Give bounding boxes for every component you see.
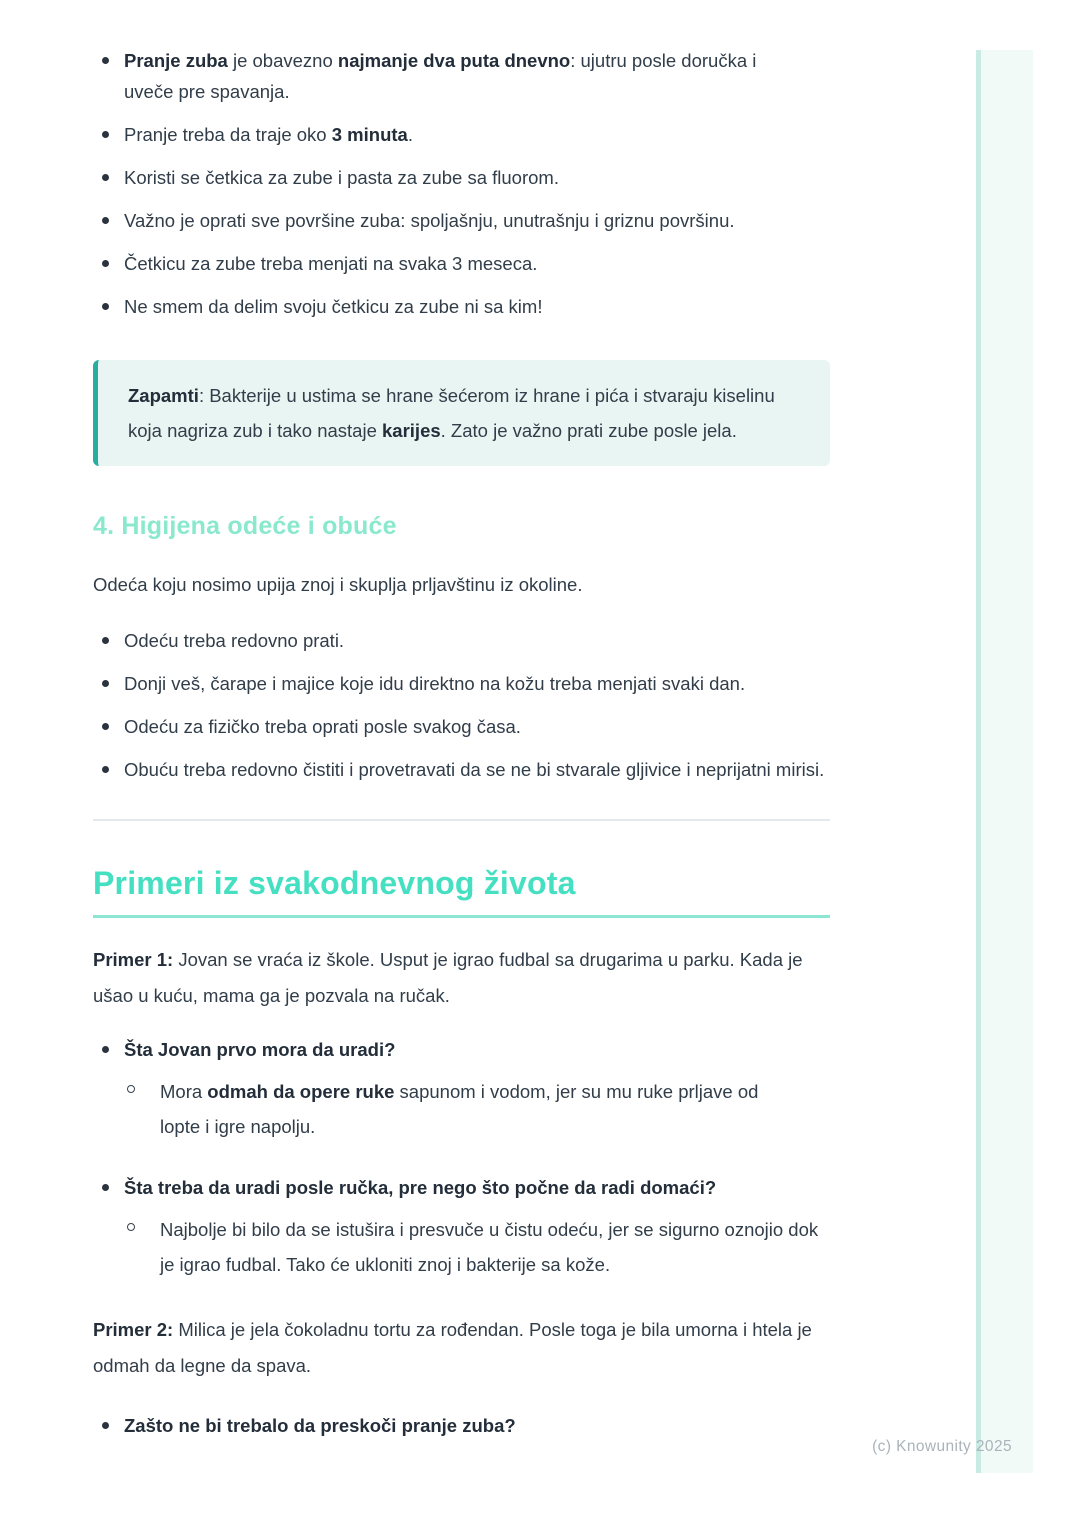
bullet-icon bbox=[102, 57, 109, 64]
bullet-icon bbox=[102, 1422, 109, 1429]
answer-list bbox=[124, 1074, 830, 1144]
primer2-text: Primer 2: Milica je jela čokoladnu tortu za rođendan. Posle toga je bila umorna i htela je odmah da legne da spava. bbox=[93, 1319, 812, 1376]
watermark-credit: (c) Knowunity 2025 bbox=[872, 1438, 1012, 1455]
bullet-icon bbox=[102, 217, 109, 224]
list-item bbox=[93, 248, 830, 279]
section-intro: Odeća koju nosimo upija znoj i skuplja prljavštinu iz okoline. bbox=[93, 574, 583, 595]
list-item bbox=[93, 119, 830, 150]
sub-bullet-icon bbox=[127, 1223, 135, 1231]
list-item-text: Koristi se četkica za zube i pasta za zube sa fluorom. bbox=[124, 167, 559, 188]
list-item bbox=[93, 668, 830, 699]
list-item-text: Odeću treba redovno prati. bbox=[124, 630, 345, 651]
list-item bbox=[93, 162, 830, 193]
list-item bbox=[93, 754, 830, 785]
bullet-icon bbox=[102, 637, 109, 644]
sub-bullet-icon bbox=[127, 1085, 135, 1093]
section-heading-higijena-odece: 4. Higijena odeće i obuće bbox=[93, 512, 397, 540]
primer2-paragraph bbox=[93, 1312, 830, 1384]
question-text: Šta Jovan prvo mora da uradi? bbox=[124, 1039, 396, 1060]
tooth-hygiene-list bbox=[93, 45, 830, 322]
callout-text: Zapamti: Bakterije u ustima se hrane šećerom iz hrane i pića i stvaraju kiselinu koja nagriza zub i tako nastaje karijes. Zato je važno prati zube posle jela. bbox=[128, 385, 775, 441]
zapamti-callout bbox=[93, 360, 830, 466]
question-item bbox=[93, 1410, 830, 1441]
document-content bbox=[93, 45, 830, 1441]
page-edge-accent-wash bbox=[981, 50, 1033, 1473]
list-item bbox=[93, 205, 830, 236]
list-item bbox=[93, 625, 830, 656]
bullet-icon bbox=[102, 766, 109, 773]
list-item-text: Pranje zuba je obavezno najmanje dva puta dnevno: ujutru posle doručka i uveče pre spavanja. bbox=[124, 50, 757, 102]
answer-text: Najbolje bi bilo da se istušira i presvuče u čistu odeću, jer se sigurno oznojio dok je igrao fudbal. Tako će ukloniti znoj i bakterije sa kože. bbox=[160, 1219, 819, 1275]
bullet-icon bbox=[102, 680, 109, 687]
list-item-text: Obuću treba redovno čistiti i provetravati da se ne bi stvarale gljivice i neprijatni mirisi. bbox=[124, 759, 825, 780]
list-item bbox=[93, 711, 830, 742]
bullet-icon bbox=[102, 174, 109, 181]
list-item-text: Pranje treba da traje oko 3 minuta. bbox=[124, 124, 413, 145]
bullet-icon bbox=[102, 1184, 109, 1191]
bullet-icon bbox=[102, 260, 109, 267]
primer1-questions bbox=[93, 1034, 830, 1282]
question-item bbox=[93, 1034, 830, 1144]
list-item-text: Donji veš, čarape i majice koje idu direktno na kožu treba menjati svaki dan. bbox=[124, 673, 746, 694]
primer2-questions bbox=[93, 1410, 830, 1441]
clothing-hygiene-list bbox=[93, 625, 830, 785]
list-item bbox=[93, 291, 830, 322]
answer-list bbox=[124, 1212, 830, 1282]
section-divider bbox=[93, 819, 830, 821]
question-text: Šta treba da uradi posle ručka, pre nego što počne da radi domaći? bbox=[124, 1177, 717, 1198]
primer1-paragraph: Primer 1: Jovan se vraća iz škole. Usput je igrao fudbal sa drugarima u parku. Kada je ušao u kuću, mama ga je pozvala na ručak. bbox=[93, 949, 803, 1006]
bullet-icon bbox=[102, 131, 109, 138]
list-item-text: Ne smem da delim svoju četkicu za zube ni sa kim! bbox=[124, 296, 543, 317]
bullet-icon bbox=[102, 1046, 109, 1053]
list-item-text: Odeću za fizičko treba oprati posle svakog časa. bbox=[124, 716, 521, 737]
list-item-text: Četkicu za zube treba menjati na svaka 3 meseca. bbox=[124, 253, 538, 274]
question-item bbox=[93, 1172, 830, 1282]
bullet-icon bbox=[102, 303, 109, 310]
bullet-icon bbox=[102, 723, 109, 730]
list-item bbox=[93, 45, 830, 107]
list-item-text: Važno je oprati sve površine zuba: spoljašnju, unutrašnju i griznu površinu. bbox=[124, 210, 735, 231]
page-title-primeri: Primeri iz svakodnevnog života bbox=[93, 865, 830, 918]
answer-item bbox=[124, 1212, 830, 1282]
answer-item bbox=[124, 1074, 830, 1144]
question-text: Zašto ne bi trebalo da preskoči pranje zuba? bbox=[124, 1415, 516, 1436]
answer-text: Mora odmah da opere ruke sapunom i vodom, jer su mu ruke prljave od lopte i igre napolju. bbox=[160, 1081, 759, 1137]
